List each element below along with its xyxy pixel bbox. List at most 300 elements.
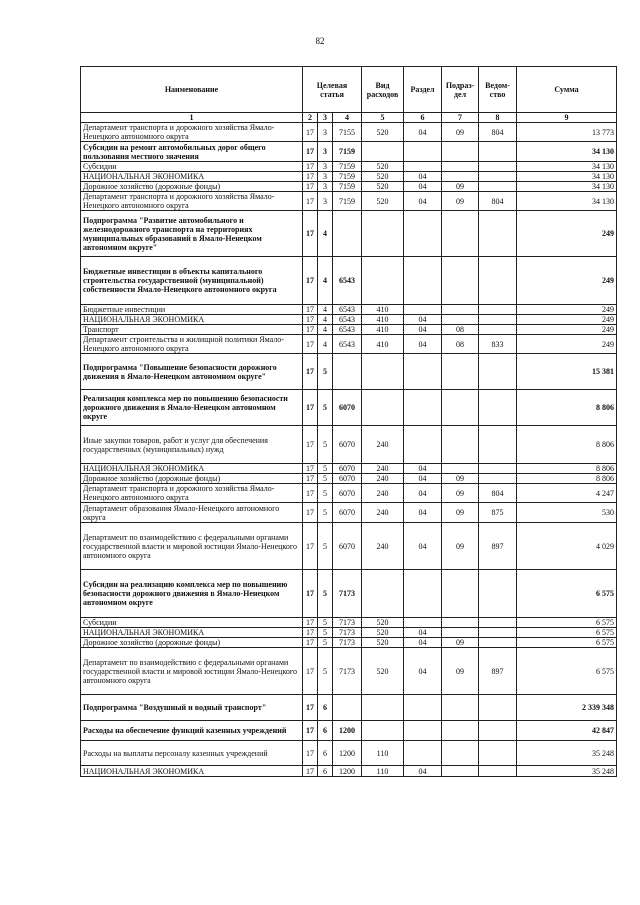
amount: 34 130 bbox=[517, 162, 617, 172]
department: 804 bbox=[479, 123, 517, 142]
expense-type: 520 bbox=[362, 123, 404, 142]
expense-type bbox=[362, 721, 404, 741]
row-name: Подпрограмма "Развитие автомобильного и железнодорожного транспорта на территориях муниципальных образований в Ямало-Ненецком автономном округе" bbox=[81, 211, 303, 257]
table-row bbox=[81, 325, 617, 335]
target-code-program: 17 bbox=[303, 257, 318, 305]
row-name: Подпрограмма "Повышение безопасности дорожного движения в Ямало-Ненецком автономном округе" bbox=[81, 354, 303, 390]
target-code-item: 6070 bbox=[333, 474, 362, 484]
table-row bbox=[81, 523, 617, 570]
department bbox=[479, 325, 517, 335]
column-number: 6 bbox=[404, 113, 442, 123]
department bbox=[479, 741, 517, 766]
expense-type: 240 bbox=[362, 503, 404, 523]
row-name: Расходы на обеспечение функций казенных учреждений bbox=[81, 721, 303, 741]
target-code-item: 6543 bbox=[333, 257, 362, 305]
target-code-item: 7173 bbox=[333, 618, 362, 628]
expense-type bbox=[362, 211, 404, 257]
row-name: НАЦИОНАЛЬНАЯ ЭКОНОМИКА bbox=[81, 172, 303, 182]
amount: 6 575 bbox=[517, 628, 617, 638]
table-row bbox=[81, 503, 617, 523]
department: 804 bbox=[479, 484, 517, 503]
target-code-program: 17 bbox=[303, 325, 318, 335]
target-code-program: 17 bbox=[303, 464, 318, 474]
table-row bbox=[81, 172, 617, 182]
department bbox=[479, 305, 517, 315]
target-code-subprogram: 4 bbox=[318, 257, 333, 305]
subsection: 09 bbox=[442, 192, 479, 211]
expense-type: 110 bbox=[362, 741, 404, 766]
table-row bbox=[81, 211, 617, 257]
subsection: 09 bbox=[442, 503, 479, 523]
target-code-subprogram: 6 bbox=[318, 741, 333, 766]
subsection bbox=[442, 695, 479, 721]
subsection bbox=[442, 315, 479, 325]
column-number-row bbox=[81, 113, 617, 123]
table-row bbox=[81, 305, 617, 315]
target-code-subprogram: 3 bbox=[318, 172, 333, 182]
target-code-item: 6543 bbox=[333, 335, 362, 354]
subsection bbox=[442, 464, 479, 474]
expense-type: 240 bbox=[362, 426, 404, 464]
section: 04 bbox=[404, 315, 442, 325]
amount: 6 575 bbox=[517, 570, 617, 618]
table-row bbox=[81, 354, 617, 390]
target-code-subprogram: 3 bbox=[318, 142, 333, 162]
amount: 249 bbox=[517, 325, 617, 335]
section bbox=[404, 305, 442, 315]
row-name: Департамент транспорта и дорожного хозяйства Ямало-Ненецкого автономного округа bbox=[81, 192, 303, 211]
expense-type: 520 bbox=[362, 182, 404, 192]
section bbox=[404, 211, 442, 257]
subsection: 08 bbox=[442, 335, 479, 354]
target-code-subprogram: 4 bbox=[318, 325, 333, 335]
row-name: Бюджетные инвестиции bbox=[81, 305, 303, 315]
subsection bbox=[442, 211, 479, 257]
target-code-program: 17 bbox=[303, 618, 318, 628]
department bbox=[479, 570, 517, 618]
target-code-program: 17 bbox=[303, 484, 318, 503]
amount: 8 806 bbox=[517, 390, 617, 426]
department bbox=[479, 695, 517, 721]
target-code-subprogram: 3 bbox=[318, 162, 333, 172]
amount: 35 248 bbox=[517, 741, 617, 766]
target-code-item: 1200 bbox=[333, 766, 362, 777]
target-code-item: 6070 bbox=[333, 523, 362, 570]
amount: 34 130 bbox=[517, 192, 617, 211]
department bbox=[479, 474, 517, 484]
section: 04 bbox=[404, 638, 442, 648]
expense-type: 520 bbox=[362, 638, 404, 648]
target-code-subprogram: 5 bbox=[318, 523, 333, 570]
row-name: НАЦИОНАЛЬНАЯ ЭКОНОМИКА bbox=[81, 766, 303, 777]
target-code-item: 6543 bbox=[333, 315, 362, 325]
table-row bbox=[81, 474, 617, 484]
expense-type: 410 bbox=[362, 325, 404, 335]
amount: 6 575 bbox=[517, 648, 617, 695]
header-target: Целевая статья bbox=[303, 67, 362, 113]
amount: 34 130 bbox=[517, 182, 617, 192]
subsection bbox=[442, 570, 479, 618]
target-code-item: 7159 bbox=[333, 182, 362, 192]
section: 04 bbox=[404, 523, 442, 570]
section: 04 bbox=[404, 335, 442, 354]
expense-type: 410 bbox=[362, 315, 404, 325]
target-code-subprogram: 5 bbox=[318, 474, 333, 484]
target-code-subprogram: 5 bbox=[318, 570, 333, 618]
budget-table bbox=[80, 66, 617, 777]
subsection: 09 bbox=[442, 638, 479, 648]
section bbox=[404, 257, 442, 305]
row-name: Департамент транспорта и дорожного хозяйства Ямало-Ненецкого автономного округа bbox=[81, 123, 303, 142]
expense-type bbox=[362, 390, 404, 426]
target-code-subprogram: 4 bbox=[318, 305, 333, 315]
row-name: Субсидии на ремонт автомобильных дорог общего пользования местного значения bbox=[81, 142, 303, 162]
target-code-subprogram: 5 bbox=[318, 390, 333, 426]
target-code-item: 7173 bbox=[333, 638, 362, 648]
target-code-subprogram: 5 bbox=[318, 426, 333, 464]
target-code-item: 7159 bbox=[333, 192, 362, 211]
target-code-program: 17 bbox=[303, 315, 318, 325]
section: 04 bbox=[404, 628, 442, 638]
table-row bbox=[81, 426, 617, 464]
target-code-subprogram: 5 bbox=[318, 354, 333, 390]
target-code-program: 17 bbox=[303, 142, 318, 162]
subsection: 09 bbox=[442, 123, 479, 142]
expense-type: 240 bbox=[362, 464, 404, 474]
target-code-item bbox=[333, 354, 362, 390]
target-code-program: 17 bbox=[303, 192, 318, 211]
amount: 35 248 bbox=[517, 766, 617, 777]
section: 04 bbox=[404, 182, 442, 192]
subsection bbox=[442, 741, 479, 766]
header-subsection: Подраз- дел bbox=[442, 67, 479, 113]
target-code-item: 6070 bbox=[333, 390, 362, 426]
target-code-item: 1200 bbox=[333, 721, 362, 741]
department bbox=[479, 638, 517, 648]
row-name: Субсидии на реализацию комплекса мер по повышению безопасности дорожного движения в Ямало-Ненецком автономном округе bbox=[81, 570, 303, 618]
expense-type bbox=[362, 570, 404, 618]
table-row bbox=[81, 721, 617, 741]
section: 04 bbox=[404, 484, 442, 503]
department bbox=[479, 182, 517, 192]
section: 04 bbox=[404, 325, 442, 335]
subsection bbox=[442, 766, 479, 777]
section bbox=[404, 162, 442, 172]
header-type: Вид расходов bbox=[362, 67, 404, 113]
expense-type: 520 bbox=[362, 162, 404, 172]
header-row bbox=[81, 67, 617, 113]
row-name: Транспорт bbox=[81, 325, 303, 335]
table-row bbox=[81, 638, 617, 648]
header-name: Наименование bbox=[81, 67, 303, 113]
target-code-subprogram: 6 bbox=[318, 766, 333, 777]
section: 04 bbox=[404, 474, 442, 484]
column-number: 7 bbox=[442, 113, 479, 123]
amount: 249 bbox=[517, 305, 617, 315]
amount: 8 806 bbox=[517, 474, 617, 484]
amount: 6 575 bbox=[517, 638, 617, 648]
target-code-item: 1200 bbox=[333, 741, 362, 766]
department: 897 bbox=[479, 523, 517, 570]
target-code-program: 17 bbox=[303, 354, 318, 390]
table-row bbox=[81, 315, 617, 325]
subsection: 09 bbox=[442, 484, 479, 503]
subsection: 08 bbox=[442, 325, 479, 335]
table-row bbox=[81, 192, 617, 211]
target-code-item bbox=[333, 695, 362, 721]
target-code-program: 17 bbox=[303, 741, 318, 766]
section bbox=[404, 354, 442, 390]
department bbox=[479, 315, 517, 325]
section: 04 bbox=[404, 648, 442, 695]
amount: 249 bbox=[517, 211, 617, 257]
amount: 6 575 bbox=[517, 618, 617, 628]
amount: 42 847 bbox=[517, 721, 617, 741]
expense-type bbox=[362, 142, 404, 162]
header-section: Раздел bbox=[404, 67, 442, 113]
target-code-subprogram: 5 bbox=[318, 484, 333, 503]
target-code-item: 6543 bbox=[333, 305, 362, 315]
target-code-item: 6070 bbox=[333, 464, 362, 474]
header-dept: Ведом- ство bbox=[479, 67, 517, 113]
expense-type bbox=[362, 695, 404, 721]
section: 04 bbox=[404, 123, 442, 142]
subsection: 09 bbox=[442, 182, 479, 192]
section bbox=[404, 390, 442, 426]
expense-type: 240 bbox=[362, 474, 404, 484]
department: 804 bbox=[479, 192, 517, 211]
target-code-program: 17 bbox=[303, 766, 318, 777]
expense-type: 520 bbox=[362, 192, 404, 211]
department bbox=[479, 211, 517, 257]
expense-type: 240 bbox=[362, 523, 404, 570]
subsection bbox=[442, 257, 479, 305]
subsection: 09 bbox=[442, 474, 479, 484]
column-number: 3 bbox=[318, 113, 333, 123]
target-code-item bbox=[333, 211, 362, 257]
target-code-program: 17 bbox=[303, 570, 318, 618]
target-code-subprogram: 6 bbox=[318, 721, 333, 741]
row-name: Дорожное хозяйство (дорожные фонды) bbox=[81, 638, 303, 648]
subsection: 09 bbox=[442, 648, 479, 695]
subsection bbox=[442, 142, 479, 162]
amount: 34 130 bbox=[517, 172, 617, 182]
subsection bbox=[442, 426, 479, 464]
target-code-item: 6070 bbox=[333, 503, 362, 523]
expense-type: 520 bbox=[362, 618, 404, 628]
header-sum: Сумма bbox=[517, 67, 617, 113]
target-code-subprogram: 3 bbox=[318, 182, 333, 192]
amount: 13 773 bbox=[517, 123, 617, 142]
amount: 2 339 348 bbox=[517, 695, 617, 721]
amount: 4 029 bbox=[517, 523, 617, 570]
expense-type: 110 bbox=[362, 766, 404, 777]
target-code-program: 17 bbox=[303, 182, 318, 192]
department bbox=[479, 618, 517, 628]
target-code-item: 6070 bbox=[333, 484, 362, 503]
amount: 34 130 bbox=[517, 142, 617, 162]
page-number: 82 bbox=[315, 36, 325, 46]
expense-type: 240 bbox=[362, 484, 404, 503]
table-row bbox=[81, 484, 617, 503]
department bbox=[479, 390, 517, 426]
department: 875 bbox=[479, 503, 517, 523]
row-name: Субсидии bbox=[81, 618, 303, 628]
subsection bbox=[442, 721, 479, 741]
row-name: Дорожное хозяйство (дорожные фонды) bbox=[81, 474, 303, 484]
department: 833 bbox=[479, 335, 517, 354]
target-code-program: 17 bbox=[303, 426, 318, 464]
column-number: 5 bbox=[362, 113, 404, 123]
table-row bbox=[81, 464, 617, 474]
target-code-program: 17 bbox=[303, 123, 318, 142]
target-code-program: 17 bbox=[303, 503, 318, 523]
target-code-program: 17 bbox=[303, 305, 318, 315]
table-row bbox=[81, 142, 617, 162]
table-row bbox=[81, 628, 617, 638]
subsection bbox=[442, 390, 479, 426]
row-name: Департамент образования Ямало-Ненецкого автономного округа bbox=[81, 503, 303, 523]
table-row bbox=[81, 162, 617, 172]
column-number: 2 bbox=[303, 113, 318, 123]
subsection bbox=[442, 628, 479, 638]
section bbox=[404, 570, 442, 618]
subsection bbox=[442, 618, 479, 628]
table-row bbox=[81, 648, 617, 695]
department bbox=[479, 766, 517, 777]
target-code-program: 17 bbox=[303, 638, 318, 648]
amount: 8 806 bbox=[517, 464, 617, 474]
table-row bbox=[81, 618, 617, 628]
amount: 530 bbox=[517, 503, 617, 523]
subsection bbox=[442, 162, 479, 172]
row-name: НАЦИОНАЛЬНАЯ ЭКОНОМИКА bbox=[81, 315, 303, 325]
table-row bbox=[81, 766, 617, 777]
target-code-subprogram: 5 bbox=[318, 648, 333, 695]
column-number: 9 bbox=[517, 113, 617, 123]
section bbox=[404, 618, 442, 628]
target-code-program: 17 bbox=[303, 695, 318, 721]
column-number: 1 bbox=[81, 113, 303, 123]
row-name: Бюджетные инвестиции в объекты капитального строительства государственной (муниципальной) собственности Ямало-Ненецкого автономного округа bbox=[81, 257, 303, 305]
target-code-item: 7159 bbox=[333, 142, 362, 162]
subsection bbox=[442, 305, 479, 315]
department bbox=[479, 628, 517, 638]
department: 897 bbox=[479, 648, 517, 695]
expense-type: 410 bbox=[362, 335, 404, 354]
expense-type: 520 bbox=[362, 628, 404, 638]
target-code-item: 7159 bbox=[333, 172, 362, 182]
target-code-program: 17 bbox=[303, 172, 318, 182]
expense-type: 520 bbox=[362, 648, 404, 695]
row-name: Департамент по взаимодействию с федеральными органами государственной власти и мировой юстиции Ямало-Ненецкого автономного округа bbox=[81, 648, 303, 695]
target-code-subprogram: 4 bbox=[318, 335, 333, 354]
amount: 249 bbox=[517, 315, 617, 325]
amount: 249 bbox=[517, 257, 617, 305]
table-row bbox=[81, 257, 617, 305]
section: 04 bbox=[404, 464, 442, 474]
target-code-subprogram: 3 bbox=[318, 192, 333, 211]
amount: 4 247 bbox=[517, 484, 617, 503]
table-row bbox=[81, 182, 617, 192]
target-code-item: 6070 bbox=[333, 426, 362, 464]
expense-type: 410 bbox=[362, 305, 404, 315]
section: 04 bbox=[404, 192, 442, 211]
target-code-subprogram: 5 bbox=[318, 464, 333, 474]
amount: 249 bbox=[517, 335, 617, 354]
row-name: Подпрограмма "Воздушный и водный транспорт" bbox=[81, 695, 303, 721]
target-code-subprogram: 4 bbox=[318, 315, 333, 325]
subsection bbox=[442, 172, 479, 182]
target-code-subprogram: 5 bbox=[318, 638, 333, 648]
expense-type bbox=[362, 354, 404, 390]
target-code-item: 7173 bbox=[333, 628, 362, 638]
row-name: Департамент строительства и жилищной политики Ямало-Ненецкого автономного округа bbox=[81, 335, 303, 354]
target-code-program: 17 bbox=[303, 390, 318, 426]
department bbox=[479, 172, 517, 182]
department bbox=[479, 162, 517, 172]
target-code-item: 7173 bbox=[333, 570, 362, 618]
target-code-subprogram: 5 bbox=[318, 628, 333, 638]
department bbox=[479, 257, 517, 305]
row-name: Расходы на выплаты персоналу казенных учреждений bbox=[81, 741, 303, 766]
row-name: Реализация комплекса мер по повышению безопасности дорожного движения в Ямало-Ненецком автономном округе bbox=[81, 390, 303, 426]
table-row bbox=[81, 570, 617, 618]
target-code-program: 17 bbox=[303, 335, 318, 354]
section: 04 bbox=[404, 172, 442, 182]
row-name: Иные закупки товаров, работ и услуг для обеспечения государственных (муниципальных) нужд bbox=[81, 426, 303, 464]
target-code-subprogram: 3 bbox=[318, 123, 333, 142]
target-code-subprogram: 4 bbox=[318, 211, 333, 257]
target-code-program: 17 bbox=[303, 721, 318, 741]
column-number: 4 bbox=[333, 113, 362, 123]
target-code-item: 7159 bbox=[333, 162, 362, 172]
department bbox=[479, 354, 517, 390]
expense-type bbox=[362, 257, 404, 305]
table-row bbox=[81, 741, 617, 766]
department bbox=[479, 426, 517, 464]
target-code-program: 17 bbox=[303, 474, 318, 484]
target-code-subprogram: 6 bbox=[318, 695, 333, 721]
table-row bbox=[81, 390, 617, 426]
section: 04 bbox=[404, 766, 442, 777]
department bbox=[479, 464, 517, 474]
row-name: Департамент по взаимодействию с федеральными органами государственной власти и мировой юстиции Ямало-Ненецкого автономного округа bbox=[81, 523, 303, 570]
table-row bbox=[81, 695, 617, 721]
target-code-item: 7173 bbox=[333, 648, 362, 695]
target-code-subprogram: 5 bbox=[318, 618, 333, 628]
expense-type: 520 bbox=[362, 172, 404, 182]
section bbox=[404, 142, 442, 162]
section bbox=[404, 741, 442, 766]
department bbox=[479, 142, 517, 162]
table-row bbox=[81, 123, 617, 142]
target-code-item: 7155 bbox=[333, 123, 362, 142]
section bbox=[404, 426, 442, 464]
department bbox=[479, 721, 517, 741]
target-code-program: 17 bbox=[303, 628, 318, 638]
target-code-item: 6543 bbox=[333, 325, 362, 335]
section bbox=[404, 695, 442, 721]
table-row bbox=[81, 335, 617, 354]
row-name: Субсидии bbox=[81, 162, 303, 172]
target-code-program: 17 bbox=[303, 211, 318, 257]
column-number: 8 bbox=[479, 113, 517, 123]
target-code-subprogram: 5 bbox=[318, 503, 333, 523]
section: 04 bbox=[404, 503, 442, 523]
target-code-program: 17 bbox=[303, 523, 318, 570]
subsection bbox=[442, 354, 479, 390]
